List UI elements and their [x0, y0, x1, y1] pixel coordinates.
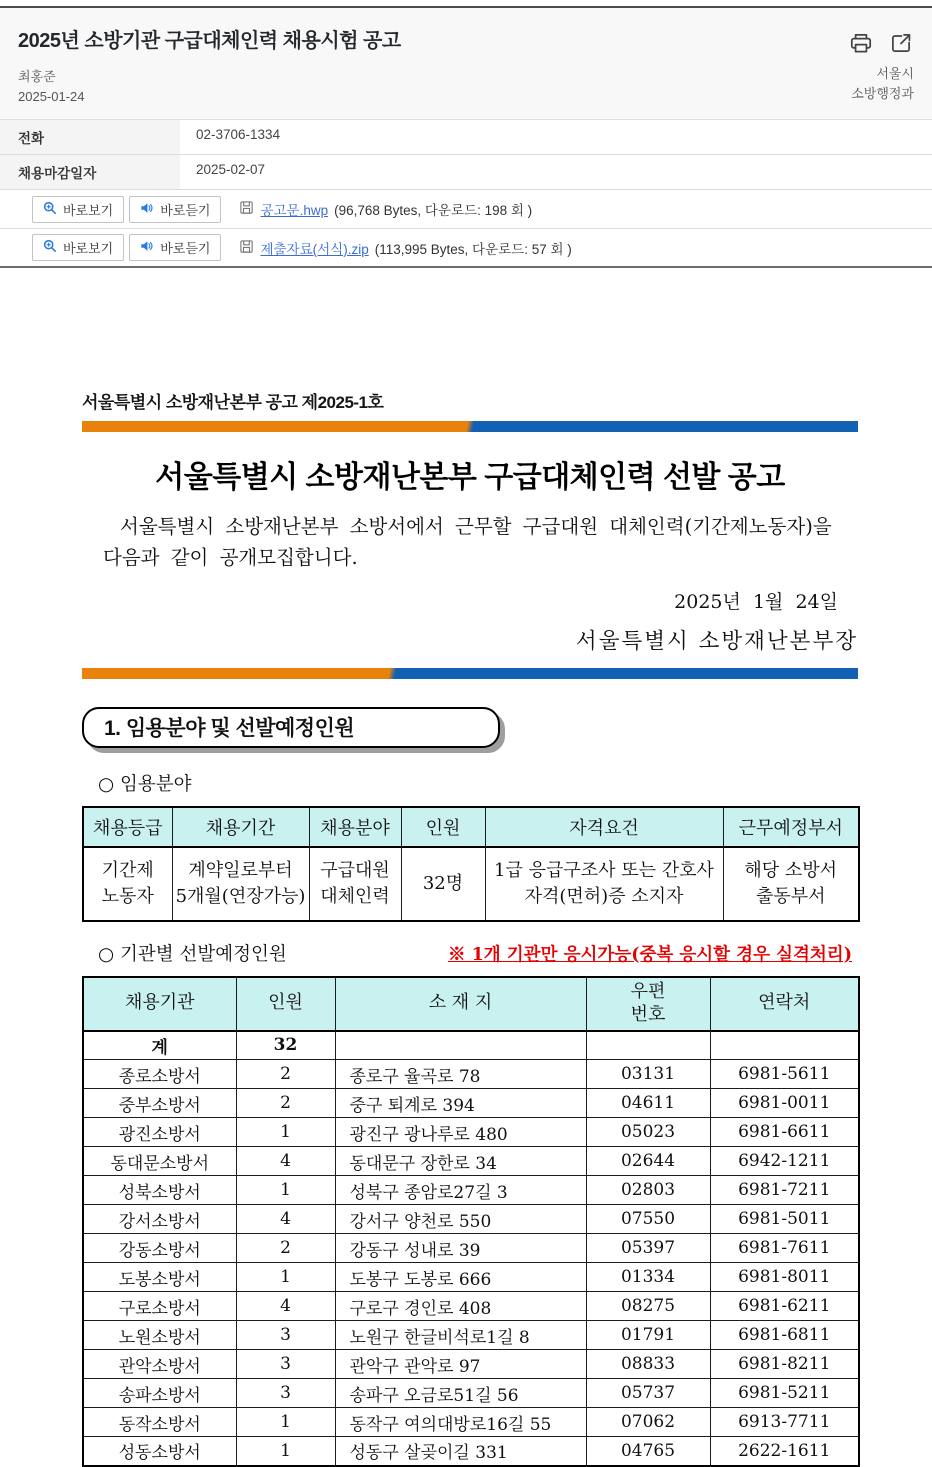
cell-grade: 기간제 노동자 [83, 847, 172, 921]
decorative-bar [82, 668, 858, 679]
col-header: 채용등급 [83, 807, 172, 847]
cell-count: 32명 [401, 847, 485, 921]
notice-document [82, 388, 858, 1466]
table-row: 노원소방서 3 노원구 한글비석로1길 8 01791 6981-6811 [83, 1321, 859, 1350]
table-row: 중부소방서 2 중구 퇴계로 394 04611 6981-0011 [83, 1089, 859, 1118]
warning-text: ※ 1개 기관만 응시가능(중복 응시할 경우 실격처리) [448, 944, 852, 965]
floppy-icon [239, 239, 254, 257]
magnifier-plus-icon [43, 239, 57, 256]
col-header: 우편 번호 [586, 977, 710, 1031]
table-row: 강동소방서 2 강동구 성내로 39 05397 6981-7611 [83, 1234, 859, 1263]
notice-signer: 서울특별시 소방재난본부장 [575, 628, 858, 654]
floppy-icon [239, 200, 254, 218]
recruit-summary-table [82, 806, 860, 922]
table-row: 송파소방서 3 송파구 오금로51길 56 05737 6981-5211 [83, 1379, 859, 1408]
table-row: 동대문소방서 4 동대문구 장한로 34 02644 6942-1211 [83, 1147, 859, 1176]
share-button[interactable] [888, 30, 914, 56]
info-label: 채용마감일자 [0, 155, 180, 189]
table-row: 도봉소방서 1 도봉구 도봉로 666 01334 6981-8011 [83, 1263, 859, 1292]
notice-body [82, 512, 858, 572]
table-row: 성북소방서 1 성북구 종암로27길 3 02803 6981-7211 [83, 1176, 859, 1205]
table-header-row [83, 977, 859, 1031]
attachment-row [0, 229, 932, 268]
file-link[interactable]: 공고문.hwp [260, 203, 329, 219]
page-title: 2025년 소방기관 구급대체인력 채용시험 공고 [18, 30, 401, 52]
cell-field: 구급대원 대체인력 [309, 847, 401, 921]
phone-value: 02-3706-1334 [196, 127, 281, 143]
print-button[interactable] [848, 30, 874, 56]
table-row: 강서소방서 4 강서구 양천로 550 07550 6981-5011 [83, 1205, 859, 1234]
notice-title: 서울특별시 소방재난본부 구급대체인력 선발 공고 [155, 461, 785, 495]
dept-name: 소방행정과 [851, 86, 914, 102]
info-row-phone [0, 120, 932, 155]
author-name: 최홍준 [18, 69, 56, 84]
post-date: 2025-01-24 [18, 89, 85, 105]
decorative-bar [82, 421, 858, 432]
share-icon [888, 44, 914, 59]
listen-file-label: 바로듣기 [160, 241, 211, 257]
deadline-value: 2025-02-07 [196, 162, 266, 178]
spacer [0, 268, 932, 388]
col-header: 연락처 [710, 977, 859, 1031]
col-header: 채용기관 [83, 977, 236, 1031]
col-header: 채용기간 [172, 807, 309, 847]
col-header: 인원 [401, 807, 485, 847]
listen-file-button[interactable] [129, 196, 221, 223]
notice-date: 2025년 1월 24일 [674, 590, 838, 613]
board-header [0, 8, 932, 119]
view-file-label: 바로보기 [63, 202, 114, 218]
subsection-label: ○ 기관별 선발예정인원 [98, 943, 287, 965]
col-header: 자격요건 [485, 807, 723, 847]
col-header: 채용분야 [309, 807, 401, 847]
view-file-button[interactable] [32, 234, 124, 261]
total-count: 32 [236, 1031, 335, 1060]
cell-qualification: 1급 응급구조사 또는 간호사 자격(면허)증 소지자 [485, 847, 723, 921]
table-row: 동작소방서 1 동작구 여의대방로16길 55 07062 6913-7711 [83, 1408, 859, 1437]
subsection-fields: ○ 임용분야 [98, 773, 192, 795]
col-header: 소 재 지 [335, 977, 586, 1031]
magnifier-plus-icon [43, 201, 57, 218]
attachment-row [0, 190, 932, 229]
listen-file-button[interactable] [129, 234, 221, 261]
col-header: 인원 [236, 977, 335, 1031]
body-line: 서울특별시 소방재난본부 소방서에서 근무할 구급대원 대체인력(기간제노동자)을 [120, 515, 832, 539]
speaker-icon [140, 239, 154, 256]
subsection-stations [82, 940, 858, 966]
section-1-heading: 1. 임용분야 및 선발예정인원 [82, 707, 500, 748]
view-file-label: 바로보기 [63, 241, 114, 257]
table-row: 종로소방서 2 종로구 율곡로 78 03131 6981-5611 [83, 1060, 859, 1089]
table-row [83, 847, 859, 921]
info-label: 전화 [0, 120, 180, 154]
cell-period: 계약일로부터 5개월(연장가능) [172, 847, 309, 921]
table-row: 관악소방서 3 관악구 관악로 97 08833 6981-8211 [83, 1350, 859, 1379]
info-row-deadline [0, 155, 932, 190]
dept-city: 서울시 [876, 66, 914, 81]
table-header-row [83, 807, 859, 847]
table-row: 성동소방서 1 성동구 살곶이길 331 04765 2622-1611 [83, 1437, 859, 1466]
file-meta: (96,768 Bytes, 다운로드: 198 회 ) [334, 203, 533, 219]
speaker-icon [140, 201, 154, 218]
listen-file-label: 바로듣기 [160, 202, 211, 218]
notice-number: 서울특별시 소방재난본부 공고 제2025-1호 [82, 393, 384, 413]
table-row: 구로소방서 4 구로구 경인로 408 08275 6981-6211 [83, 1292, 859, 1321]
total-label: 계 [83, 1031, 236, 1060]
post-info-table [0, 119, 932, 190]
printer-icon [848, 44, 874, 59]
file-link[interactable]: 제출자료(서식).zip [260, 241, 369, 257]
col-header: 근무예정부서 [723, 807, 859, 847]
cell-workplace: 해당 소방서 출동부서 [723, 847, 859, 921]
table-row: 광진소방서 1 광진구 광나루로 480 05023 6981-6611 [83, 1118, 859, 1147]
body-line: 다음과 같이 공개모집합니다. [103, 545, 358, 569]
station-table [82, 976, 860, 1467]
file-meta: (113,995 Bytes, 다운로드: 57 회 ) [374, 241, 572, 257]
view-file-button[interactable] [32, 196, 124, 223]
table-total-row [83, 1031, 859, 1060]
